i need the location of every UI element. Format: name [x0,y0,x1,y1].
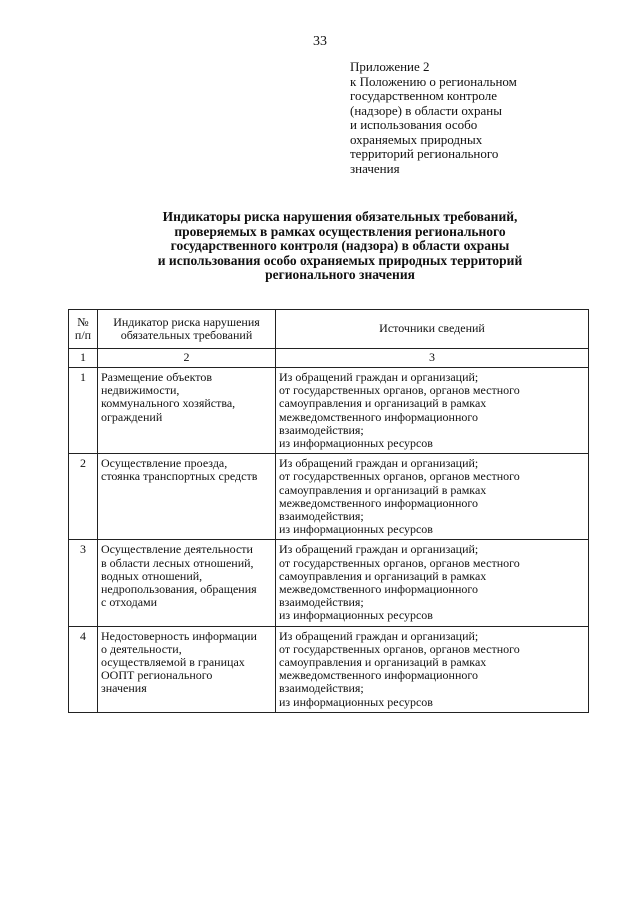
source-line: Из обращений граждан и организаций; [279,370,479,384]
source-line: из информационных ресурсов [279,608,433,623]
indicator-line: Размещение объектов [101,370,212,384]
source-line: самоуправления и организаций в рамках [279,396,487,411]
indicator-line: коммунального хозяйства, [101,396,236,411]
indicator-line: Осуществление проезда, [101,456,228,471]
title-line: Индикаторы риска нарушения обязательных требований, [162,209,518,224]
row-number: 3 [69,540,98,626]
appendix-line: охраняемых природных [350,131,483,147]
page-number: 33 [313,34,327,49]
row-number: 4 [69,626,98,712]
title-line: и использования особо охраняемых природных территорий [157,252,523,268]
appendix-line: территорий регионального [350,146,499,161]
header-indicator-line: Индикатор риска нарушения [113,314,260,329]
title-line: проверяемых в рамках осуществления регионального [174,223,506,239]
risk-indicators-table [68,309,589,713]
source-line: от государственных органов, органов местного [279,469,520,484]
header-no-line: № [77,314,89,329]
appendix-line: Приложение 2 [350,59,430,74]
indicator-line: с отходами [101,595,158,610]
source-line: взаимодействия; [279,422,364,437]
column-number: 3 [276,349,589,368]
title-line: государственного контроля (надзора) в области охраны [170,238,510,254]
table-header-row [69,310,589,349]
sources-cell [276,368,589,454]
header-indicator-line: обязательных требований [120,328,253,342]
source-line: из информационных ресурсов [279,694,433,709]
document-title [80,210,600,283]
indicator-line: водных отношений, [101,568,203,583]
table-row [69,626,589,712]
header-no [69,310,98,349]
indicator-cell [98,368,276,454]
indicator-line: в области лесных отношений, [101,555,254,570]
source-line: Из обращений граждан и организаций; [279,542,479,557]
indicator-line: о деятельности, [101,641,182,656]
appendix-line: государственном контроле [350,88,497,103]
indicator-line: недвижимости, [101,383,180,398]
sources-cell [276,626,589,712]
source-line: из информационных ресурсов [279,522,433,537]
indicator-line: ООПТ регионального [101,668,213,683]
row-number: 1 [69,368,98,454]
header-indicator [98,310,276,349]
appendix-note [350,60,610,176]
indicator-cell [98,540,276,626]
header-no-line: п/п [74,328,92,342]
indicator-cell [98,626,276,712]
indicator-line: ограждений [101,409,163,424]
source-line: самоуправления и организаций в рамках [279,655,487,670]
row-number: 2 [69,454,98,540]
source-line: взаимодействия; [279,509,364,524]
source-line: от государственных органов, органов местного [279,555,520,570]
source-line: Из обращений граждан и организаций; [279,628,479,643]
source-line: межведомственного информационного [279,582,478,597]
source-line: от государственных органов, органов местного [279,641,520,656]
source-line: от государственных органов, органов местного [279,383,520,398]
appendix-line: значения [350,160,400,176]
source-line: взаимодействия; [279,681,364,696]
source-line: межведомственного информационного [279,495,478,510]
appendix-line: к Положению о региональном [350,73,517,89]
appendix-line: (надзоре) в области охраны [350,102,502,118]
indicator-cell [98,454,276,540]
source-line: Из обращений граждан и организаций; [279,456,479,471]
column-number: 2 [98,349,276,368]
table-row [69,368,589,454]
source-line: самоуправления и организаций в рамках [279,482,487,497]
indicator-line: недропользования, обращения [101,582,257,597]
indicator-line: Недостоверность информации [101,628,257,643]
indicator-line: стоянка транспортных средств [101,469,258,484]
indicator-line: Осуществление деятельности [101,542,253,557]
source-line: взаимодействия; [279,595,364,610]
table-row [69,454,589,540]
header-sources: Источники сведений [276,310,589,349]
sources-cell [276,540,589,626]
title-line: регионального значения [265,267,415,283]
source-line: межведомственного информационного [279,668,478,683]
source-line: самоуправления и организаций в рамках [279,568,487,583]
source-line: межведомственного информационного [279,409,478,424]
appendix-line: и использования особо [350,117,478,132]
column-number-row [69,349,589,368]
indicator-line: значения [101,681,147,696]
column-number: 1 [69,349,98,368]
indicator-line: осуществляемой в границах [101,655,245,670]
table-row [69,540,589,626]
source-line: из информационных ресурсов [279,436,433,451]
sources-cell [276,454,589,540]
